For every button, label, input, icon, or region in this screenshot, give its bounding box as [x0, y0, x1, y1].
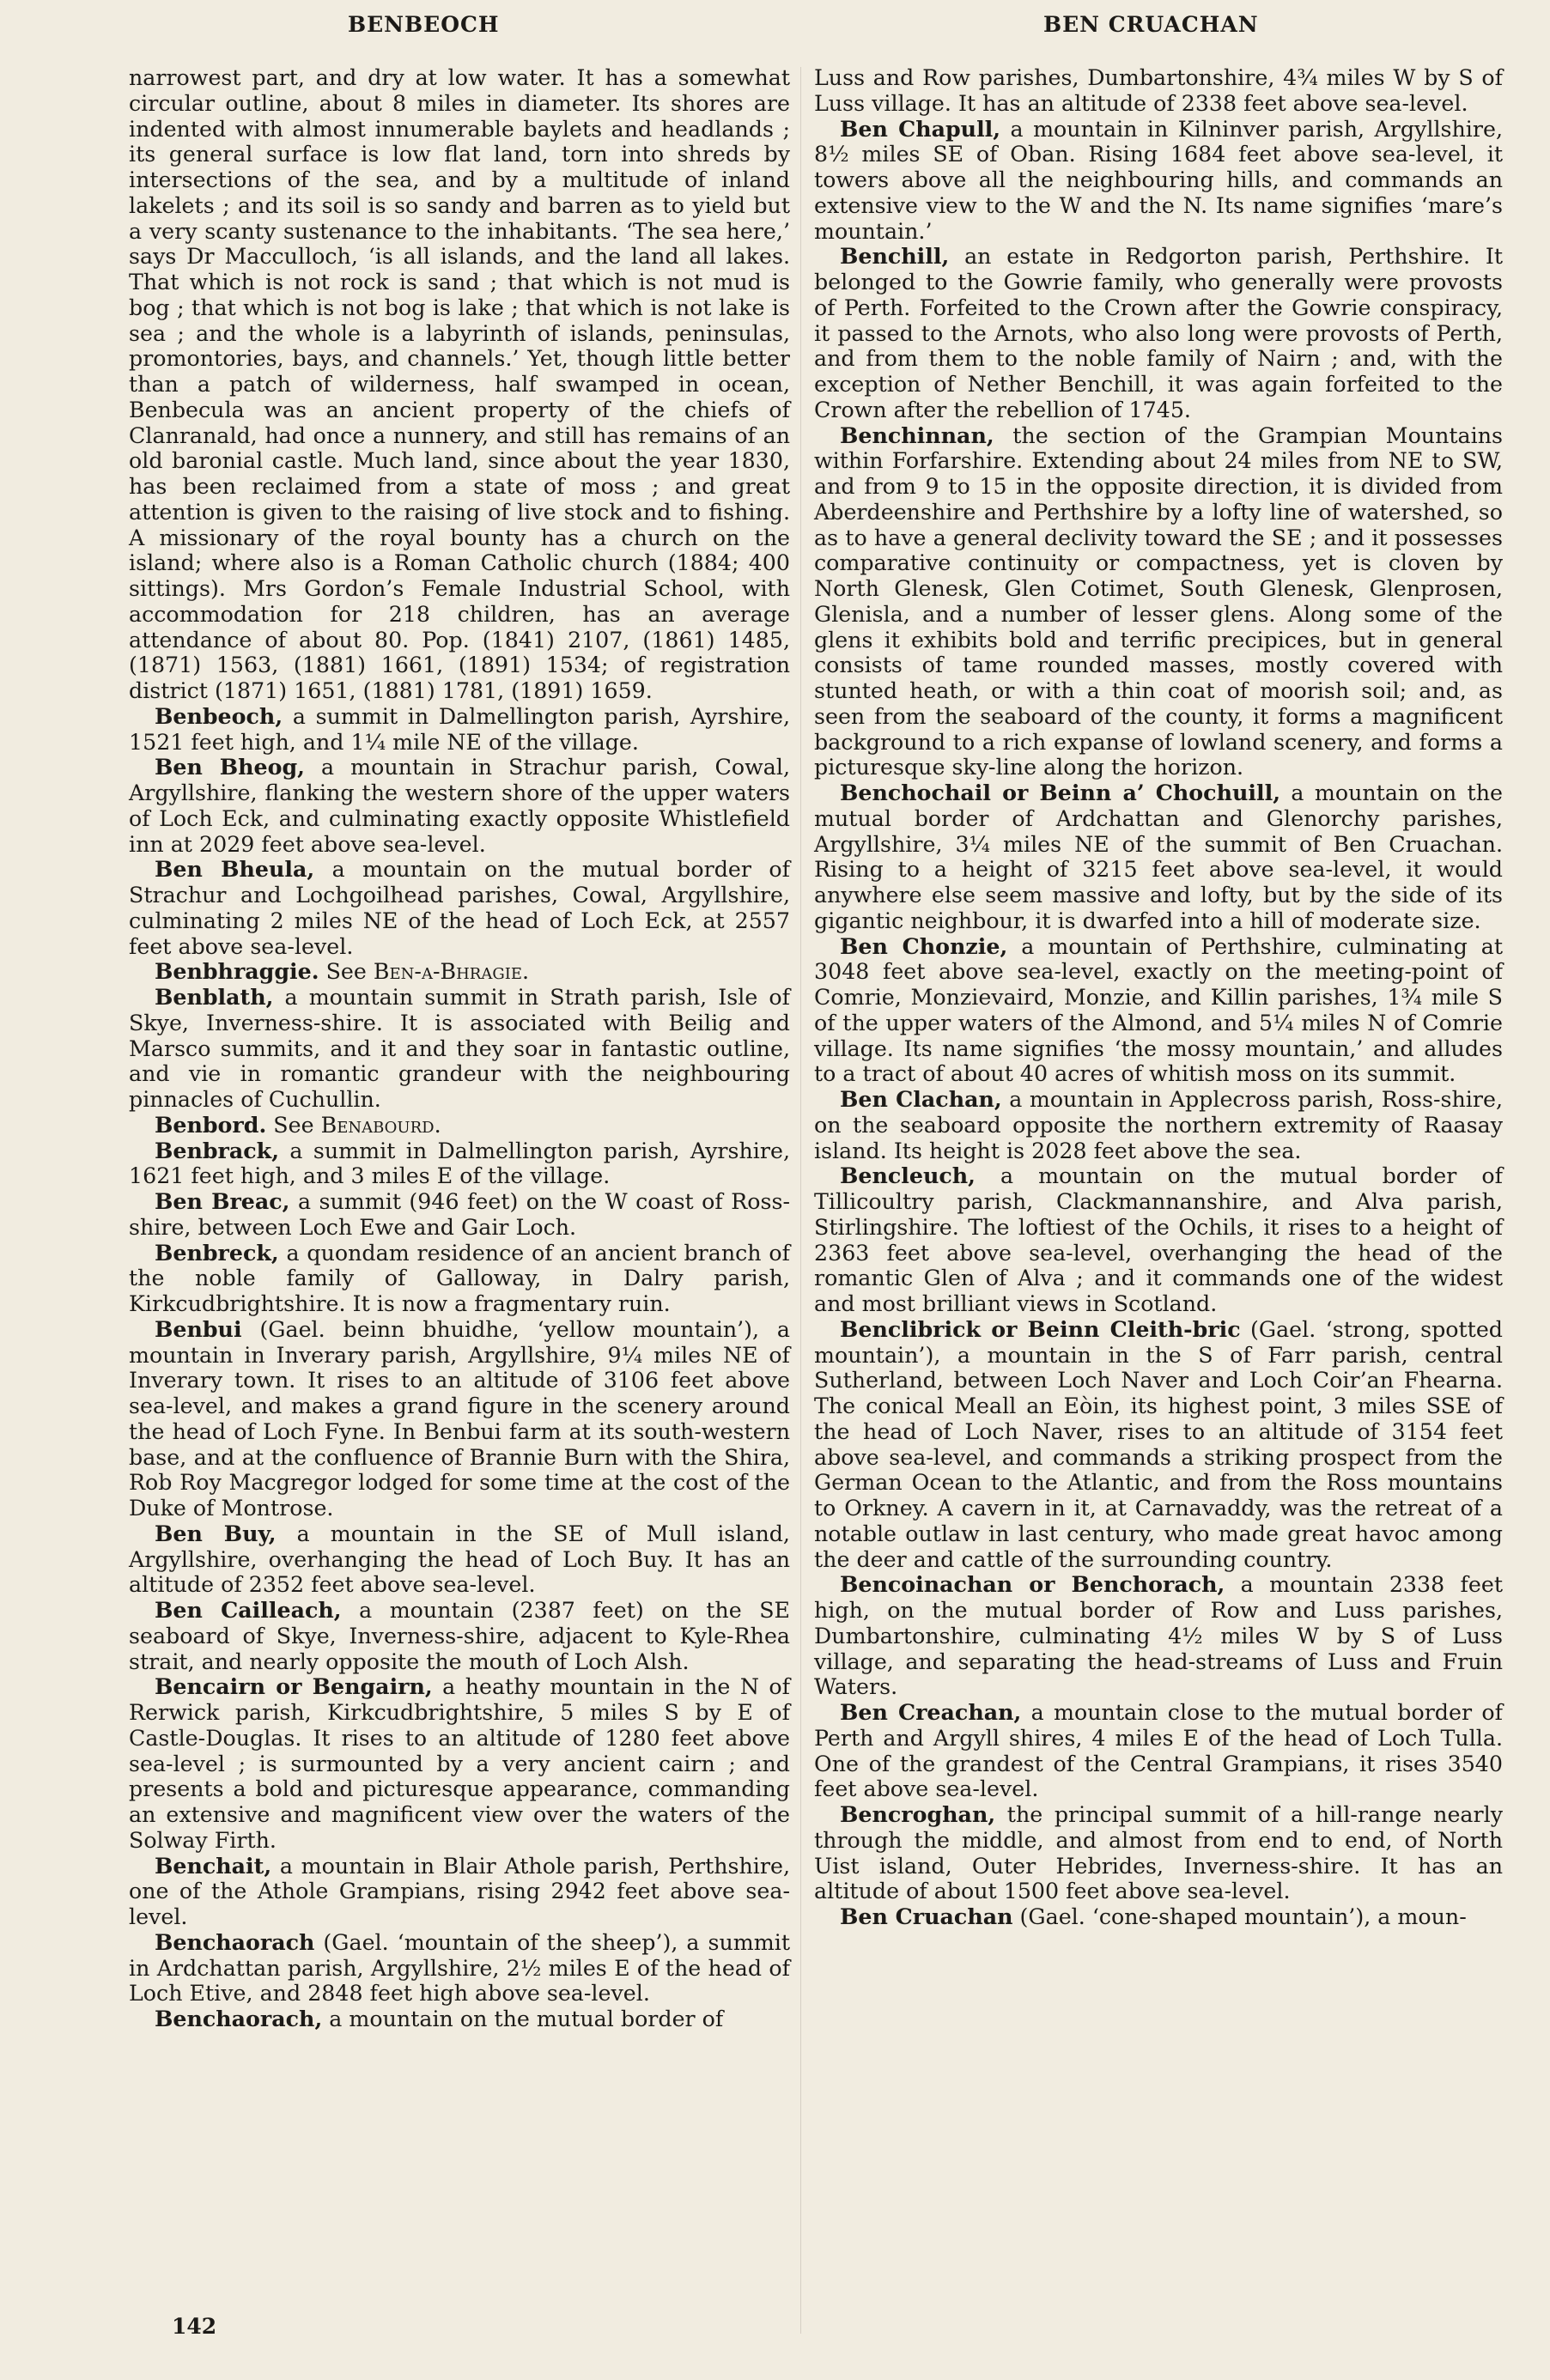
entry-headword: Benclibrick or Beinn Cleith-bric — [840, 1315, 1241, 1342]
gazetteer-entry — [129, 1598, 790, 1674]
entry-text: narrowest part, and dry at low water. It has a somewhat circular outline, about 8 miles in diameter. Its shores are indented with almost innumerable baylets and headlands ; its general surface is low flat land, torn into shreds by intersections of the sea, and by a multitude of inland lakelets ; and its soil is so sandy and barren as to yield but a very scanty sustenance to the inhabitants. ‘The sea here,’ says Dr Macculloch, ‘is all islands, and the land all lakes. That which is not rock is sand ; that which is not mud is bog ; that which is not bog is lake ; that which is not lake is sea ; and the whole is a labyrinth of islands, peninsulas, promontories, bays, and channels.’ Yet, though little better than a patch of wilderness, half swamped in ocean, Benbecula was an ancient property of the chiefs of Clanranald, had once a nunnery, and still has remains of an old baronial castle. Much land, since about the year 1830, has been reclaimed from a state of moss ; and great attention is given to the raising of live stock and to fishing. A missionary of the royal bounty has a church on the island; where also is a Roman Catholic church (1884; 400 sittings). Mrs Gordon’s Female Industrial School, with accommodation for 218 children, has an average attendance of about 80. Pop. (1841) 2107, (1861) 1485, (1871) 1563, (1881) 1661, (1891) 1534; of registration district (1871) 1651, (1881) 1781, (1891) 1659. — [129, 65, 790, 703]
entry-headword: Ben Bheula, — [155, 856, 315, 883]
entry-headword: Ben Chapull, — [840, 115, 1001, 142]
gazetteer-entry — [129, 1521, 790, 1598]
gazetteer-entry — [814, 423, 1503, 781]
entry-text: a mountain close to the mutual border of Perth and Argyll shires, 4 miles E of the head of Loch Tulla. One of the grandest of the Central Grampians, it rises 3540 feet above sea-level. — [814, 1700, 1503, 1802]
entry-text: a heathy mountain in the N of Rerwick parish, Kirkcudbrightshire, 5 miles S by E of Castle-Douglas. It rises to an altitude of 1280 feet above sea-level ; is surmounted by a very ancient cairn ; and presents a bold and picturesque appearance, commanding an extensive and magnificent view over the waters of the Solway Firth. — [129, 1674, 791, 1853]
entry-headword: Benbhraggie. — [155, 958, 319, 985]
entry-text: a mountain in the SE of Mull island, Argyllshire, overhanging the head of Loch Buy. It has an altitude of 2352 feet above sea-level. — [129, 1521, 790, 1598]
entry-headword: Benchaorach — [155, 1928, 315, 1955]
gazetteer-entry — [814, 1317, 1503, 1573]
gazetteer-entry — [814, 117, 1503, 245]
gazetteer-entry — [129, 704, 790, 756]
entry-text: a mountain 2338 feet high, on the mutual border of Row and Luss parishes, Dumbartonshire, culminating 4½ miles W by S of Luss village, and separating the head-streams of Luss and Fruin Waters. — [814, 1572, 1504, 1700]
column-divider — [800, 67, 801, 2334]
gazetteer-entry — [129, 1113, 790, 1138]
entry-headword: Benchaorach, — [155, 2006, 323, 2031]
entry-text: the principal summit of a hill-range nearly through the middle, and almost from end to end, of North Uist island, Outer Hebrides, Inverness-shire. It has an altitude of about 1500 feet above sea-level. — [814, 1802, 1503, 1904]
gazetteer-entry — [129, 1854, 790, 1930]
entry-text: a mountain (2387 feet) on the SE seaboard of Skye, Inverness-shire, adjacent to Kyle-Rhea strait, and nearly opposite the mouth of Loch Alsh. — [129, 1598, 790, 1674]
gazetteer-entry — [814, 1163, 1503, 1317]
entry-text: a quondam residence of an ancient branch of the noble family of Galloway, in Dalry parish, Kirkcudbrightshire. It is now a fragmentary ruin. — [129, 1240, 790, 1316]
gazetteer-entry — [814, 1700, 1503, 1802]
entry-text: a mountain in Strachur parish, Cowal, Argyllshire, flanking the western shore of the upper waters of Loch Eck, and culminating exactly opposite Whistlefield inn at 2029 feet above sea-level. — [129, 755, 790, 857]
entry-headword: Ben Cruachan — [840, 1903, 1013, 1929]
entry-headword: Bencairn or Bengairn, — [155, 1673, 433, 1700]
entry-text: a mountain on the mutual border of Ardchattan and Glenorchy parishes, Argyllshire, 3¼ miles NE of the summit of Ben Cruachan. Rising to a height of 3215 feet above sea-level, it would anywhere else seem massive and lofty, but by the side of its gigantic neighbour, it is dwarfed into a hill of moderate size. — [814, 780, 1503, 933]
gazetteer-entry — [814, 1572, 1503, 1700]
gazetteer-entry — [129, 985, 790, 1113]
entry-text: (Gael. ‘cone-shaped mountain’), a moun- — [1012, 1904, 1467, 1929]
gazetteer-entry — [814, 780, 1503, 934]
continued-paragraph — [814, 65, 1503, 117]
entry-headword: Ben Buy, — [155, 1520, 277, 1546]
entry-headword: Ben Creachan, — [840, 1699, 1022, 1725]
page-number: 142 — [172, 2314, 217, 2339]
running-head-right: BEN CRUACHAN — [1043, 12, 1259, 37]
entry-headword: Bencleuch, — [840, 1163, 976, 1189]
gazetteer-entry — [129, 1674, 790, 1853]
entry-text: a summit in Dalmellington parish, Ayrshire, 1521 feet high, and 1¼ mile NE of the village. — [129, 703, 790, 755]
entry-text: See — [266, 1112, 321, 1138]
cross-reference: Benabourd. — [320, 1112, 441, 1138]
entry-text: the section of the Grampian Mountains within Forfarshire. Extending about 24 miles from NE to SW, and from 9 to 15 in the opposite direction, it is divided from Aberdeenshire and Perthshire by a lofty line of watershed, so as to have a general declivity toward the SE ; and it possesses comparative continuity or compactness, yet is cloven by North Glenesk, Glen Cotimet, South Glenesk, Glenprosen, Glenisla, and a number of lesser glens. Along some of the glens it exhibits bold and terrific precipices, but in general consists of tame rounded masses, mostly covered with stunted heath, or with a thin coat of moorish soil; and, as seen from the seaboard of the county, it forms a magnificent background to a rich expanse of lowland scenery, and forms a picturesque sky-line along the horizon. — [814, 422, 1503, 780]
entry-headword: Benbreck, — [155, 1239, 279, 1266]
entry-text: a mountain of Perthshire, culminating at 3048 feet above sea-level, exactly on the meeting-point of Comrie, Monzievaird, Monzie, and Killin parishes, 1¾ mile S of the upper waters of the Almond, and 5¼ miles N of Comrie village. Its name signifies ‘the mossy mountain,’ and alludes to a tract of about 40 acres of whitish moss on its summit. — [814, 933, 1503, 1087]
entry-text: (Gael. ‘mountain of the sheep’), a summit in Ardchattan parish, Argyllshire, 2½ miles E of the head of Loch Etive, and 2848 feet high above sea-level. — [129, 1929, 790, 2007]
entry-headword: Bencoinachan or Benchorach, — [840, 1571, 1225, 1598]
entry-text: a mountain in Applecross parish, Ross-shire, on the seaboard opposite the northern extremity of Raasay island. Its height is 2028 feet above the sea. — [814, 1087, 1503, 1163]
entry-headword: Benchinnan, — [840, 422, 994, 448]
entry-headword: Ben Clachan, — [840, 1086, 1002, 1112]
entry-headword: Benbui — [155, 1315, 242, 1342]
entry-headword: Ben Chonzie, — [840, 932, 1008, 959]
continued-paragraph — [129, 65, 790, 704]
gazetteer-entry — [129, 1189, 790, 1241]
gazetteer-entry — [129, 959, 790, 985]
entry-headword: Benchill, — [840, 243, 950, 270]
entry-text: See — [319, 959, 374, 985]
left-column — [129, 65, 790, 2032]
gazetteer-entry — [814, 1904, 1503, 1930]
gazetteer-entry — [814, 244, 1503, 422]
entry-text: a mountain summit in Strath parish, Isle of Skye, Inverness-shire. It is associated with Beilig and Marsco summits, and it and they soar in fantastic outline, and vie in romantic grandeur with the neighbouring pinnacles of Cuchullin. — [129, 985, 790, 1112]
entry-text: a summit (946 feet) on the W coast of Ross-shire, between Loch Ewe and Gair Loch. — [129, 1189, 790, 1240]
running-head-left: BENBEOCH — [348, 12, 500, 37]
gazetteer-entry — [129, 857, 790, 959]
entry-headword: Bencroghan, — [840, 1801, 996, 1827]
entry-text: a mountain on the mutual border of Strachur and Lochgoilhead parishes, Cowal, Argyllshire, culminating 2 miles NE of the head of Loch Eck, at 2557 feet above sea-level. — [129, 857, 791, 959]
entry-headword: Ben Bheog, — [155, 754, 305, 780]
gazetteer-entry — [129, 1138, 790, 1190]
gazetteer-entry — [814, 934, 1503, 1088]
gazetteer-entry — [129, 1241, 790, 1317]
right-column — [814, 65, 1503, 1930]
entry-headword: Ben Breac, — [155, 1188, 290, 1214]
entry-text: a mountain on the mutual border of — [322, 2007, 724, 2031]
entry-headword: Benbord. — [155, 1111, 267, 1138]
entry-headword: Benbeoch, — [155, 702, 283, 729]
gazetteer-entry — [129, 1317, 790, 1521]
entry-headword: Benchait, — [155, 1852, 272, 1879]
entry-headword: Benbrack, — [155, 1137, 280, 1163]
entry-text: a mountain in Blair Athole parish, Perthshire, one of the Athole Grampians, rising 2942 feet above sea-level. — [129, 1853, 790, 1929]
entry-text: (Gael. ‘strong, spotted mountain’), a mountain in the S of Farr parish, central Sutherland, between Loch Naver and Loch Coir’an Fhearna. The conical Meall an Eòin, its highest point, 3 miles SSE of the head of Loch Naver, rises to an altitude of 3154 feet above sea-level, and commands a striking prospect from the German Ocean to the Atlantic, and from the Ross mountains to Orkney. A cavern in it, at Carnavaddy, was the retreat of a notable outlaw in last century, who made great havoc among the deer and cattle of the surrounding country. — [814, 1316, 1504, 1572]
gazetteer-entry — [129, 2007, 790, 2032]
gazetteer-entry — [814, 1802, 1503, 1904]
entry-text: Luss and Row parishes, Dumbartonshire, 4¾ miles W by S of Luss village. It has an altitude of 2338 feet above sea-level. — [814, 65, 1503, 116]
gazetteer-entry — [129, 755, 790, 857]
entry-headword: Ben Cailleach, — [155, 1597, 342, 1623]
entry-text: an estate in Redgorton parish, Perthshire. It belonged to the Gowrie family, who generally were provosts of Perth. Forfeited to the Crown after the Gowrie conspiracy, it passed to the Arnots, who also long were provosts of Perth, and from them to the noble family of Nairn ; and, with the exception of Nether Benchill, it was again forfeited to the Crown after the rebellion of 1745. — [814, 244, 1503, 422]
gazetteer-entry — [129, 1930, 790, 2007]
entry-text: a summit in Dalmellington parish, Ayrshire, 1621 feet high, and 3 miles E of the village. — [129, 1138, 790, 1189]
entry-text: a mountain on the mutual border of Tillicoultry parish, Clackmannanshire, and Alva parish, Stirlingshire. The loftiest of the Ochils, it rises to a height of 2363 feet above sea-level, overhanging the head of the romantic Glen of Alva ; and it commands one of the widest and most brilliant views in Scotland. — [814, 1163, 1503, 1316]
entry-headword: Benchochail or Beinn a’ Chochuill, — [840, 780, 1281, 805]
entry-text: a mountain in Kilninver parish, Argyllshire, 8½ miles SE of Oban. Rising 1684 feet above sea-level, it towers above all the neighbouring hills, and commands an extensive view to the W and the N. Its name signifies ‘mare’s mountain.’ — [814, 116, 1504, 244]
entry-headword: Benblath, — [155, 984, 274, 1010]
gazetteer-entry — [814, 1087, 1503, 1163]
cross-reference: Ben-a-Bhragie. — [373, 959, 530, 985]
entry-text: (Gael. beinn bhuidhe, ‘yellow mountain’), a mountain in Inverary parish, Argyllshire, 9¼ miles NE of Inverary town. It rises to an altitude of 3106 feet above sea-level, and makes a grand figure in the scenery around the head of Loch Fyne. In Benbui farm at its south-western base, and at the confluence of Brannie Burn with the Shira, Rob Roy Macgregor lodged for some time at the cost of the Duke of Montrose. — [129, 1316, 790, 1521]
